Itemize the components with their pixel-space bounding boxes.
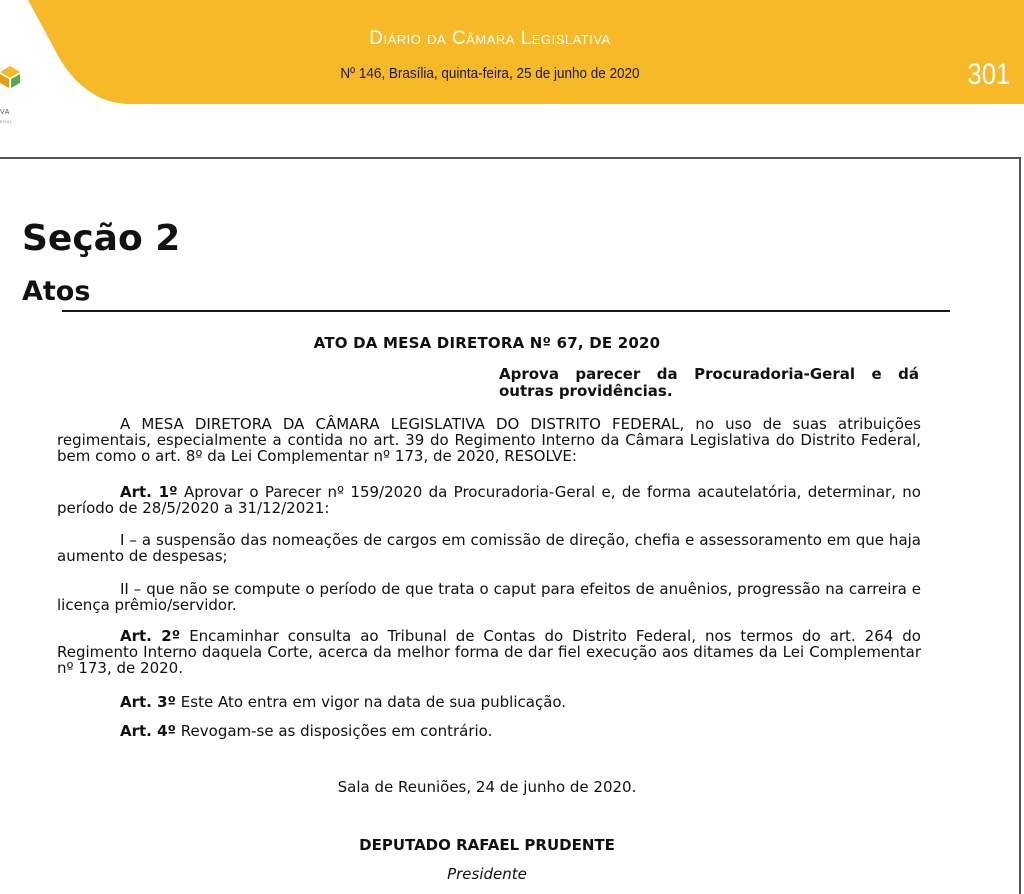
section-divider — [62, 310, 950, 312]
article-3 — [57, 694, 921, 710]
signer-role: Presidente — [447, 865, 527, 883]
article-1 — [57, 484, 921, 516]
preamble-text: A MESA DIRETORA DA CÂMARA LEGISLATIVA DO DISTRITO FEDERAL, no uso de suas atribuições regimentais, especialmente a contida no art. 39 do Regimento Interno da Câmara Legislativa do Distrito Federal, bem como o art. 8º da Lei Complementar nº 173, de 2020, RESOLVE: — [57, 415, 921, 465]
section-subtitle: Atos — [22, 276, 91, 307]
article-2 — [57, 628, 921, 676]
masthead-shape — [0, 0, 1024, 104]
act-ementa: Aprova parecer da Procuradoria-Geral e dá outras providências. — [499, 365, 919, 400]
article-1-item-1 — [57, 532, 921, 564]
article-4-label: Art. 4º — [120, 722, 176, 740]
logo-text: VA ERAL — [0, 109, 13, 124]
item-2-text: II – que não se compute o período de que trata o caput para efeitos de anuênios, progressão na carreira e licença prêmio/servidor. — [57, 580, 921, 614]
publication-title: Diário da Câmara Legislativa — [369, 28, 611, 49]
section-title: Seção 2 — [22, 218, 181, 259]
article-4-text: Revogam-se as disposições em contrário. — [180, 722, 493, 740]
article-2-text: Encaminhar consulta ao Tribunal de Contas do Distrito Federal, nos termos do art. 264 do Regimento Interno daquela Corte, acerca da melhor forma de dar fiel execução aos ditames da Lei Complementar nº 173, de 2020. — [57, 627, 921, 677]
article-1-text: Aprovar o Parecer nº 159/2020 da Procuradoria-Geral e, de forma acautelatória, determinar, no período de 28/5/2020 a 31/12/2021: — [57, 483, 921, 517]
article-1-item-2 — [57, 581, 921, 613]
signer-name: DEPUTADO RAFAEL PRUDENTE — [359, 836, 615, 854]
article-2-label: Art. 2º — [120, 627, 181, 645]
masthead-band — [0, 0, 1024, 104]
act-title: ATO DA MESA DIRETORA Nº 67, DE 2020 — [313, 334, 661, 352]
article-4 — [57, 723, 921, 739]
item-1-text: I – a suspensão das nomeações de cargos em comissão de direção, chefia e assessoramento em que haja aumento de despesas; — [57, 531, 921, 565]
act-preamble — [57, 416, 921, 464]
page-number: 301 — [967, 58, 1010, 91]
article-3-label: Art. 3º — [120, 693, 176, 711]
article-3-text: Este Ato entra em vigor na data de sua publicação. — [180, 693, 567, 711]
closing-place-date: Sala de Reuniões, 24 de junho de 2020. — [337, 778, 637, 796]
article-1-label: Art. 1º — [120, 483, 178, 501]
issue-line: Nº 146, Brasília, quinta-feira, 25 de junho de 2020 — [340, 65, 640, 82]
